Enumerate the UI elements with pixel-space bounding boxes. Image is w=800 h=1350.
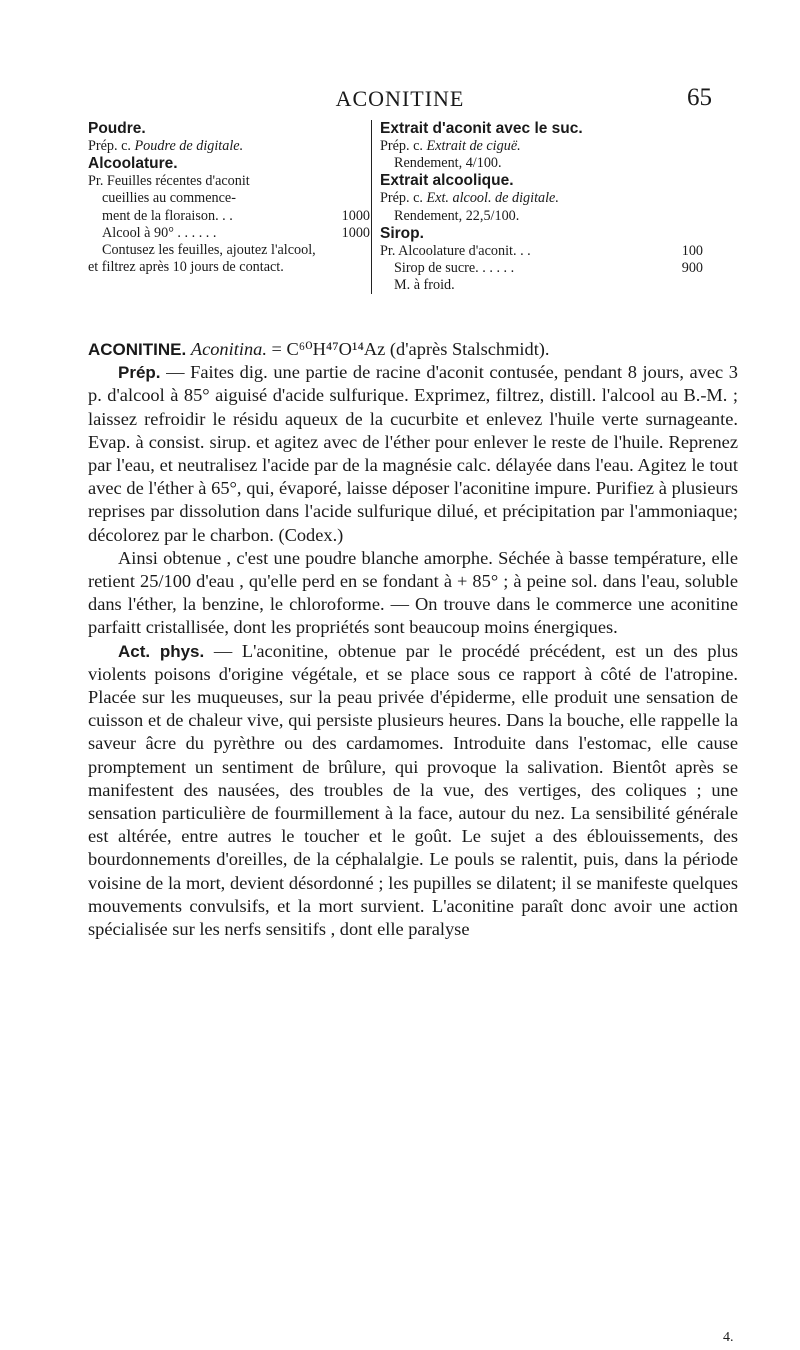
sirop-line2 [380, 260, 737, 277]
prep-text: — Faites dig. une partie de racine d'aconit contusée, pendant 8 jours, avec 3 p. d'alcool à 85° aiguisé d'acide sulfurique. Exprimez, filtrez, distill. l'alcool au B.-M. ; laissez refroidir le résidu aqueux de la cucurbite et enlevez l'huile verte surnageante. Evap. à consist. sirup. et agitez avec de l'éther pour enlever le reste de l'huile. Reprenez par l'eau, et neutralisez l'acide par de la magnésie calc. délayée dans l'eau. Agitez le tout avec de l'éther à 65°, qui, évaporé, laisse déposer l'aconitine impure. Purifiez à plusieurs reprises par dissolution dans l'acide sulfurique dilué, et précipitation par l'ammoniaque; décolorez par le charbon. (Codex.) [88, 362, 738, 545]
extrait-suc-prep-prefix: Prép. c. [380, 138, 427, 154]
aconitine-heading-paragraph [88, 338, 738, 361]
sirop-line3: M. à froid. [394, 277, 455, 294]
poudre-prep [88, 138, 370, 155]
extrait-alc-title: Extrait alcoolique. [380, 172, 514, 190]
sirop-line1-text: Pr. Alcoolature d'aconit. . . [380, 242, 531, 259]
main-text [88, 338, 738, 941]
sirop-line2-text: Sirop de sucre. . . . . . [394, 260, 515, 277]
prep-label: Prép. [118, 363, 161, 383]
alcoolature-line4-qty: 1000 [341, 224, 370, 241]
sirop-line1-qty: 100 [681, 242, 703, 259]
alcoolature-line3-qty: 1000 [341, 207, 370, 224]
alcoolature-line1: Pr. Feuilles récentes d'aconit [88, 173, 250, 190]
left-column [88, 120, 370, 276]
act-text: — L'aconitine, obtenue par le procédé précédent, est un des plus violents poisons d'origine végétale, et se place sous ce rapport à côté de l'atropine. Placée sur les muqueuses, sur la peau privée d'épiderme, elle produit une sensation de cuisson et de chaleur vive, qui persiste plusieurs heures. Dans la bouche, elle rappelle la saveur âcre du pyrèthre ou des cardamomes. Introduite dans l'estomac, elle cause promptement un sentiment de brûlure, qui provoque la salivation. Bientôt après se manifestent des nausées, des troubles de la vue, des vertiges, des coliques ; une sensation particulière de fourmillement à la face, autour du nez. La sensibilité générale est altérée, entre autres le toucher et le goût. Le sujet a des éblouissements, des bourdonnements d'oreilles, de la céphalalgie. Le pouls se ralentit, puis, dans la période voisine de la mort, devient désordonné ; les pupilles se dilatent; il se manifeste quelques mouvements convulsifs, et la mort survient. L'aconitine paraît donc avoir une action spécialisée sur les nerfs sensitifs , dont elle paralyse [88, 640, 738, 940]
aconitine-heading: ACONITINE. [88, 340, 187, 359]
alcoolature-line6: et filtrez après 10 jours de contact. [88, 259, 284, 276]
alcoolature-line4 [88, 225, 370, 242]
alcoolature-title: Alcoolature. [88, 155, 178, 173]
extrait-suc-title: Extrait d'aconit avec le suc. [380, 120, 583, 137]
page-header [0, 86, 800, 116]
alcoolature-line2: cueillies au commence- [102, 190, 236, 207]
extrait-suc-prep [380, 138, 737, 155]
act-label: Act. phys. [118, 641, 205, 661]
extrait-alc-prep-prefix: Prép. c. [380, 190, 427, 207]
extrait-suc-rendement: Rendement, 4/100. [394, 155, 502, 172]
sirop-line2-qty: 900 [681, 260, 703, 277]
alcoolature-line5: Contusez les feuilles, ajoutez l'alcool, [102, 242, 316, 259]
physiological-action-paragraph [88, 640, 738, 942]
aconitine-formula: = C⁶⁰H⁴⁷O¹⁴Az (d'après Stalschmidt). [266, 339, 550, 359]
running-title: ACONITINE [335, 86, 465, 111]
alcoolature-line3 [88, 208, 370, 225]
poudre-prep-ref: Poudre de digitale. [134, 138, 244, 154]
page-number: 65 [687, 84, 712, 111]
sirop-line1 [380, 243, 737, 260]
poudre-prep-prefix: Prép. c. [88, 138, 135, 154]
poudre-title: Poudre. [88, 120, 146, 137]
properties-paragraph: Ainsi obtenue , c'est une poudre blanche amorphe. Séchée à basse température, elle retient 25/100 d'eau , qu'elle perd en se fondant à + 85° ; à peine sol. dans l'eau, soluble dans l'éther, la benzine, le chloroforme. — On trouve dans le commerce une aconitine parfaitt cristallisée, dont les propriétés sont beaucoup moins énergiques. [88, 547, 738, 638]
preparation-paragraph [88, 361, 738, 547]
extrait-suc-prep-ref: Extrait de ciguë. [426, 138, 521, 154]
signature-mark: 4. [723, 1330, 734, 1345]
alcoolature-line4-text: Alcool à 90° . . . . . . [102, 224, 217, 241]
right-column [371, 120, 737, 294]
sirop-title: Sirop. [380, 224, 424, 242]
extrait-alc-prep-ref: Ext. alcool. de digitale. [426, 190, 559, 207]
extrait-alc-rendement: Rendement, 22,5/100. [394, 207, 520, 224]
aconitine-latin-name: Aconitina. [190, 339, 267, 359]
extrait-alc-prep [380, 190, 737, 207]
two-column-block [88, 120, 738, 325]
alcoolature-line3-text: ment de la floraison. . . [102, 207, 233, 224]
